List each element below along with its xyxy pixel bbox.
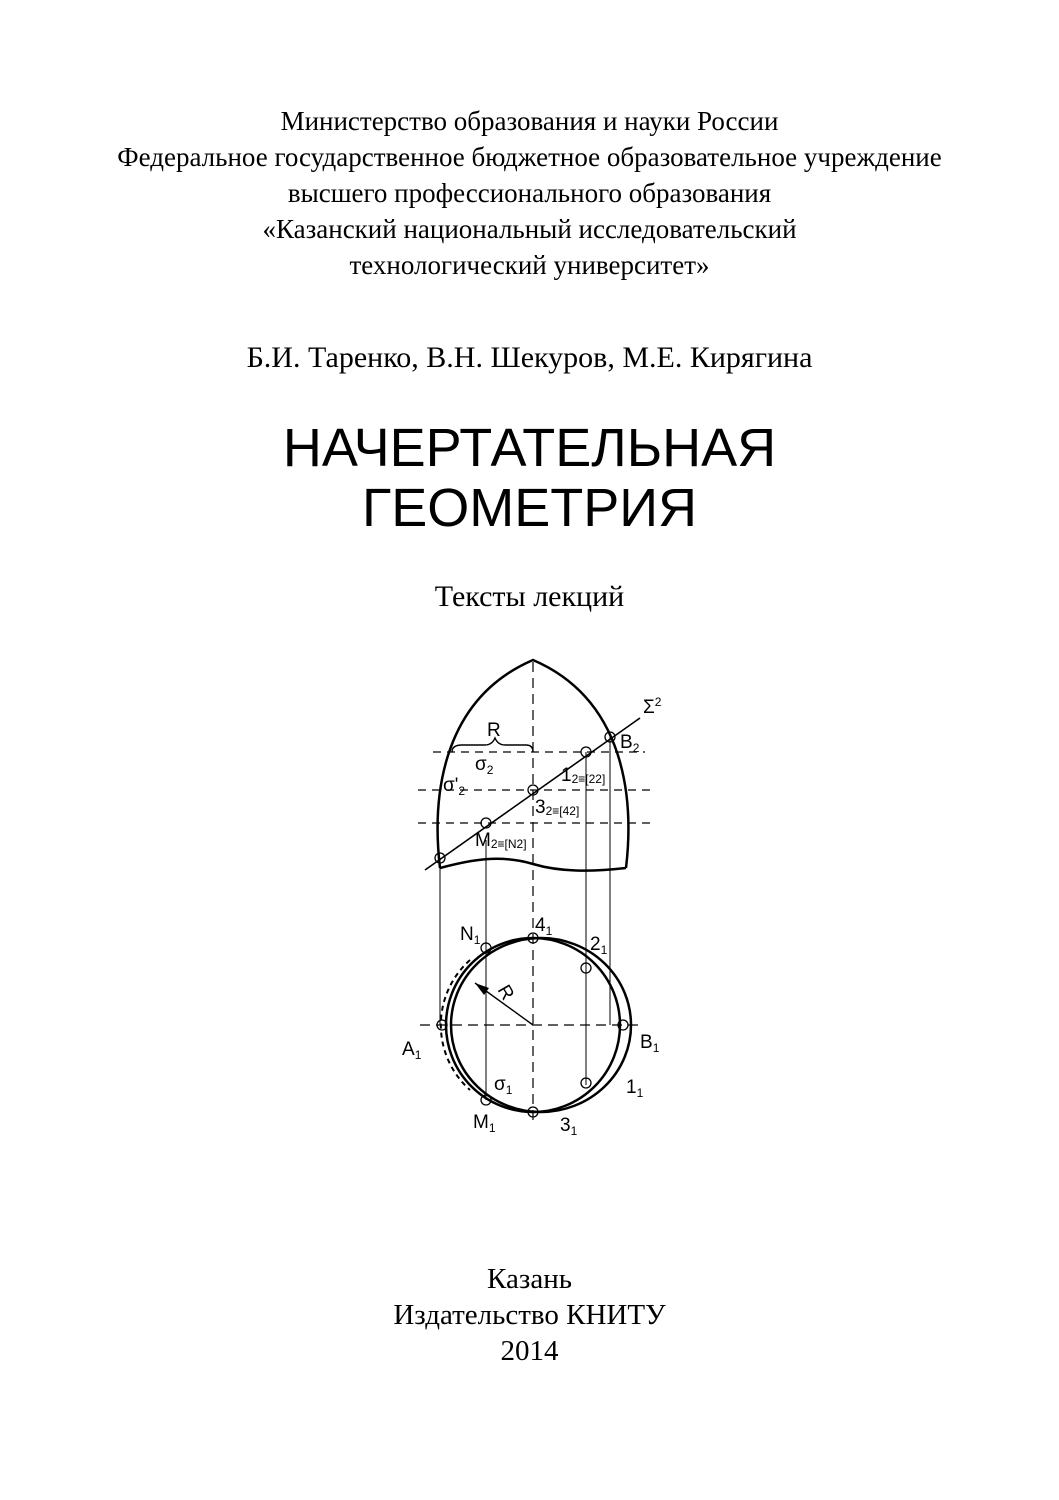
label-m2: M2≡[N2] <box>475 830 527 851</box>
label-sigma-prime2: $\sigma'_2$ <box>443 775 466 798</box>
university-name-line-1: «Казанский национальный исследовательский <box>262 214 797 244</box>
label-radius-bottom: R <box>492 981 518 1004</box>
book-subtitle: Тексты лекций <box>434 580 625 613</box>
label-sigma1: $\sigma_1$ <box>494 1074 513 1097</box>
label-point-4-1: $4_1$ <box>535 915 553 938</box>
education-level-line: высшего профессионального образования <box>287 178 772 208</box>
label-sigma2: $\sigma_2$ <box>475 754 494 777</box>
label-a1: $A_1$ <box>402 1039 422 1062</box>
label-point-1-1: $1_1$ <box>626 1077 644 1100</box>
label-m1: $M_1$ <box>473 1112 496 1135</box>
label-radius-top: R <box>487 720 501 741</box>
authors: Б.И. Таренко, В.Н. Шекуров, М.Е. Кирягина <box>246 341 813 374</box>
year: 2014 <box>500 1335 559 1367</box>
institution-type-line: Федеральное государственное бюджетное образовательное учреждение <box>117 142 942 172</box>
city: Казань <box>487 1263 572 1295</box>
label-point-3-2: 32≡[42] <box>535 797 580 818</box>
radius-arrowhead <box>475 983 489 995</box>
label-b2: $B_2$ <box>620 732 640 755</box>
publication-info <box>0 1261 1059 1369</box>
label-n1: $N_1$ <box>460 924 481 947</box>
label-point-1-2: 12≡[22] <box>561 765 606 786</box>
label-b1: $B_1$ <box>640 1032 660 1055</box>
label-point-2-1: $2_1$ <box>590 934 608 957</box>
book-title-line-1: НАЧЕРТАТЕЛЬНАЯ <box>282 418 777 478</box>
publisher: Издательство КНИТУ <box>393 1299 666 1331</box>
label-sigma-plane: $\Sigma^2$ <box>643 695 662 718</box>
book-title-line-2: ГЕОМЕТРИЯ <box>361 478 698 538</box>
ministry-line: Министерство образования и науки России <box>280 106 779 136</box>
label-point-3-1: $3_1$ <box>560 1115 578 1138</box>
university-name-line-2: технологический университет» <box>349 250 710 280</box>
